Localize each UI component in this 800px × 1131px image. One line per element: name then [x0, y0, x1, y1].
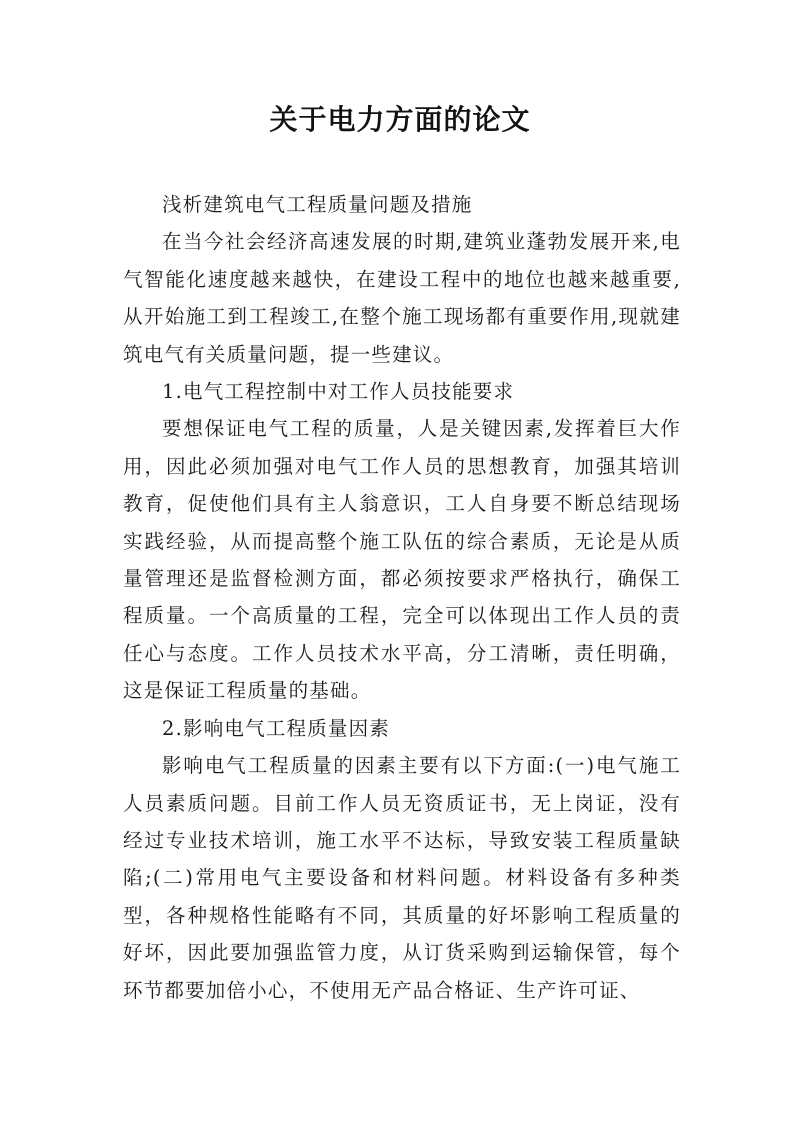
paragraph-intro: 在当今社会经济高速发展的时期,建筑业蓬勃发展开来,电气智能化速度越来越快，在建设工程中的地位也越来越重要,从开始施工到工程竣工,在整个施工现场都有重要作用,现就建筑电气有关质量问题，提一些建议。: [123, 230, 681, 366]
paragraph-section-2: 影响电气工程质量的因素主要有以下方面:(一)电气施工人员素质问题。目前工作人员无资质证书，无上岗证，没有经过专业技术培训，施工水平不达标，导致安装工程质量缺陷;(二)常用电气主要设备和材料问题。材料设备有多种类型，各种规格性能略有不同，其质量的好坏影响工程质量的好坏，因此要加强监管力度，从订货采购到运输保管，每个环节都要加倍小心，不使用无产品合格证、生产许可证、: [123, 754, 681, 1002]
paragraph-section-1: 要想保证电气工程的质量，人是关键因素,发挥着巨大作用，因此必须加强对电气工作人员的思想教育，加强其培训教育，促使他们具有主人翁意识，工人自身要不断总结现场实践经验，从而提高整个施工队伍的综合素质，无论是从质量管理还是监督检测方面，都必须按要求严格执行，确保工程质量。一个高质量的工程，完全可以体现出工作人员的责任心与态度。工作人员技术水平高，分工清晰，责任明确，这是保证工程质量的基础。: [123, 417, 681, 703]
heading-section-2: 2.影响电气工程质量因素: [162, 716, 391, 740]
section-subtitle: 浅析建筑电气工程质量问题及措施: [162, 193, 473, 216]
heading-section-1: 1.电气工程控制中对工作人员技能要求: [162, 380, 515, 404]
document-body: [123, 186, 681, 1009]
document-title: 关于电力方面的论文: [269, 103, 531, 136]
